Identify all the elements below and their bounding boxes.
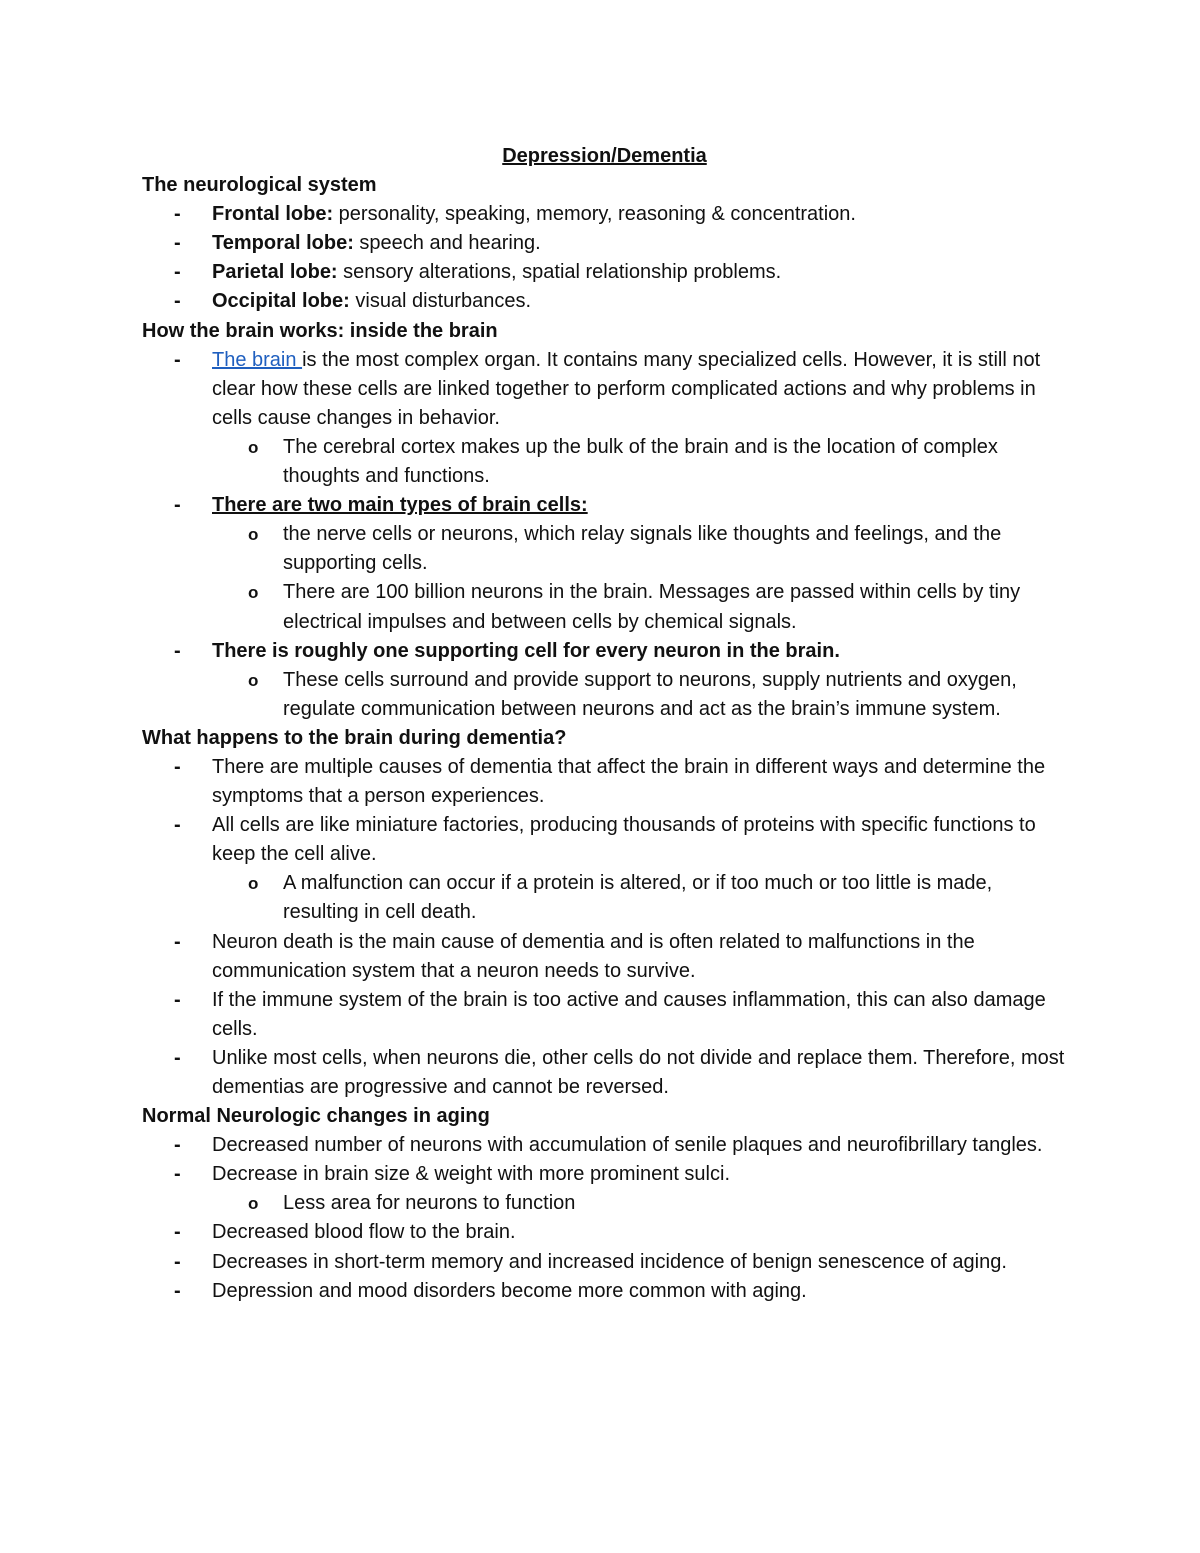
- dash-marker: -: [174, 1163, 181, 1186]
- item-text: There are two main types of brain cells:: [212, 494, 588, 517]
- list-item: [142, 1044, 1067, 1102]
- list-item: [142, 1248, 1067, 1277]
- item-text: sensory alterations, spatial relationship problems.: [337, 261, 782, 284]
- list-item: [142, 1160, 1067, 1189]
- list-item: [142, 258, 1067, 287]
- item-text: A malfunction can occur if a protein is altered, or if too much or too little is made, resulting in cell death.: [283, 872, 993, 924]
- sub-list-item: [142, 1189, 1067, 1218]
- item-label: Temporal lobe:: [212, 232, 354, 255]
- dash-marker: -: [174, 232, 181, 255]
- item-text: visual disturbances.: [349, 290, 532, 313]
- item-label: Parietal lobe:: [212, 261, 338, 284]
- list-item: [142, 1131, 1067, 1160]
- dash-marker: -: [174, 203, 181, 226]
- dash-marker: -: [174, 1046, 181, 1069]
- item-text: All cells are like miniature factories, producing thousands of proteins with specific functions to keep the cell alive.: [212, 814, 1036, 866]
- list-item: [142, 1218, 1067, 1247]
- sub-list-item: [142, 869, 1067, 927]
- dash-marker: -: [174, 261, 181, 284]
- document-body: [142, 142, 1067, 1306]
- item-text: is the most complex organ. It contains many specialized cells. However, it is still not clear how these cells are linked together to perform complicated actions and why problems in cells cause changes in behavior.: [212, 348, 1041, 429]
- section-heading-how-brain-works: How the brain works: inside the brain: [142, 319, 498, 342]
- sub-list-item: [142, 666, 1067, 724]
- item-text: There is roughly one supporting cell for every neuron in the brain.: [212, 639, 840, 662]
- item-text: the nerve cells or neurons, which relay signals like thoughts and feelings, and the supporting cells.: [283, 523, 1002, 575]
- dash-marker: -: [174, 814, 181, 837]
- the-brain-link[interactable]: The brain: [212, 348, 303, 371]
- list-item: [142, 753, 1067, 811]
- list-item: [142, 986, 1067, 1044]
- item-text: These cells surround and provide support to neurons, supply nutrients and oxygen, regulate communication between neurons and act as the brain’s immune system.: [283, 668, 1017, 720]
- sub-list-item: [142, 433, 1067, 491]
- item-text: Unlike most cells, when neurons die, other cells do not divide and replace them. Therefore, most dementias are progressive and cannot be reversed.: [212, 1046, 1065, 1098]
- item-text: Decreases in short-term memory and increased incidence of benign senescence of aging.: [212, 1250, 1007, 1273]
- item-text: Decreased blood flow to the brain.: [212, 1221, 516, 1244]
- list-item: [142, 229, 1067, 258]
- dash-marker: -: [174, 1250, 181, 1273]
- dash-marker: -: [174, 1221, 181, 1244]
- dash-marker: -: [174, 1279, 181, 1302]
- item-text: personality, speaking, memory, reasoning & concentration.: [333, 203, 856, 226]
- document-title: Depression/Dementia: [502, 145, 707, 167]
- circle-bullet-marker: o: [248, 670, 259, 690]
- circle-bullet-marker: o: [248, 874, 259, 894]
- circle-bullet-marker: o: [248, 525, 259, 545]
- circle-bullet-marker: o: [248, 437, 259, 457]
- dash-marker: -: [174, 1134, 181, 1157]
- item-text: Decrease in brain size & weight with more prominent sulci.: [212, 1163, 730, 1186]
- section-heading-dementia: What happens to the brain during dementia?: [142, 726, 567, 749]
- section-heading-aging: Normal Neurologic changes in aging: [142, 1105, 490, 1128]
- circle-bullet-marker: o: [248, 583, 259, 603]
- item-label: Occipital lobe:: [212, 290, 350, 313]
- item-text: Neuron death is the main cause of dementia and is often related to malfunctions in the communication system that a neuron needs to survive.: [212, 930, 975, 982]
- sub-list-item: [142, 578, 1067, 636]
- item-label: Frontal lobe:: [212, 203, 334, 226]
- circle-bullet-marker: o: [248, 1194, 259, 1214]
- item-text: The cerebral cortex makes up the bulk of the brain and is the location of complex thoughts and functions.: [283, 435, 998, 488]
- list-item: [142, 491, 1067, 520]
- item-text: Less area for neurons to function: [283, 1192, 576, 1215]
- item-text: There are 100 billion neurons in the brain. Messages are passed within cells by tiny electrical impulses and between cells by chemical signals.: [283, 581, 1021, 633]
- list-item: [142, 928, 1067, 986]
- dash-marker: -: [174, 639, 181, 662]
- dash-marker: -: [174, 348, 181, 371]
- item-text: speech and hearing.: [353, 232, 541, 255]
- sub-list-item: [142, 520, 1067, 578]
- item-text: There are multiple causes of dementia that affect the brain in different ways and determine the symptoms that a person experiences.: [212, 755, 1046, 808]
- dash-marker: -: [174, 494, 181, 517]
- dash-marker: -: [174, 755, 181, 778]
- item-text: Depression and mood disorders become more common with aging.: [212, 1279, 807, 1302]
- section-heading-neurological-system: The neurological system: [142, 174, 377, 197]
- list-item: [142, 287, 1067, 316]
- item-text: If the immune system of the brain is too active and causes inflammation, this can also damage cells.: [212, 988, 1046, 1040]
- dash-marker: -: [174, 930, 181, 953]
- list-item: [142, 1277, 1067, 1306]
- dash-marker: -: [174, 988, 181, 1011]
- list-item: [142, 346, 1067, 433]
- item-text: Decreased number of neurons with accumulation of senile plaques and neurofibrillary tangles.: [212, 1134, 1043, 1157]
- list-item: [142, 637, 1067, 666]
- list-item: [142, 811, 1067, 869]
- list-item: [142, 200, 1067, 229]
- dash-marker: -: [174, 290, 181, 313]
